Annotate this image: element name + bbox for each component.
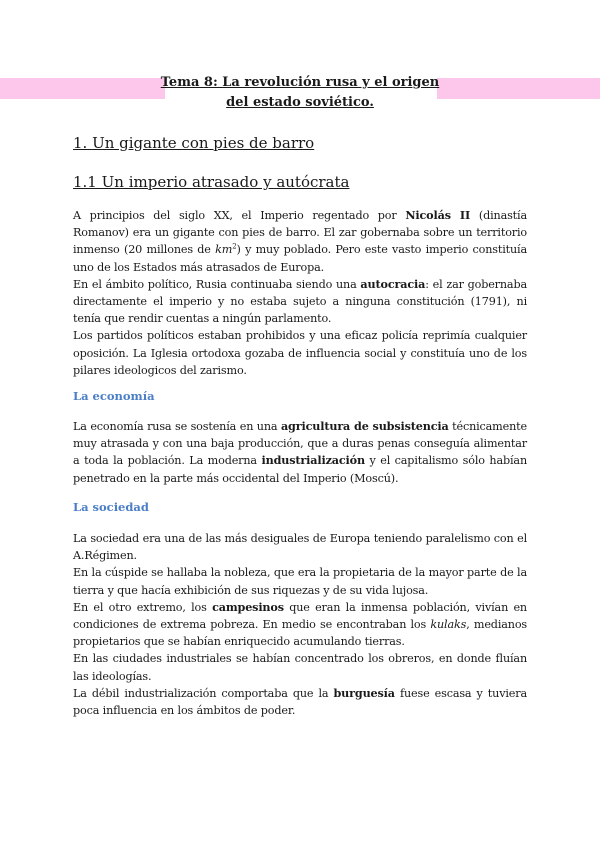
intro-paragraph-3: Los partidos políticos estaban prohibidos y una eficaz policía reprimía cualquier oposición. La Iglesia ortodoxa gozaba de influencia social y constituía uno de los pilares ideologicos del zarismo. <box>73 329 527 377</box>
section-label-economia: La economía <box>73 389 155 403</box>
heading-1-1: 1.1 Un imperio atrasado y autócrata <box>73 173 350 191</box>
sociedad-paragraph-5: La débil industrialización comportaba que la burguesía fuese escasa y tuviera poca influencia en los ámbitos de poder. <box>73 685 527 718</box>
sociedad-paragraph-1: La sociedad era una de las más desiguales de Europa teniendo paralelismo con el A.Régimen. <box>73 532 527 563</box>
title-line-2: del estado soviético. <box>226 95 374 110</box>
sociedad-paragraph-2: En la cúspide se hallaba la nobleza, que era la propietaria de la mayor parte de la tierra y que hacía exhibición de sus riquezas y de su vida lujosa. <box>73 566 527 597</box>
sociedad-section <box>73 530 527 719</box>
intro-section <box>73 207 527 379</box>
title-line-1: Tema 8: La revolución rusa y el origen <box>160 75 440 90</box>
intro-paragraph-2: En el ámbito político, Rusia continuaba siendo una autocracia: el zar gobernaba directamente el imperio y no estaba sujeto a ninguna constitución (1791), ni tenía que rendir cuentas a ningún parlamento. <box>73 276 527 326</box>
section-label-sociedad: La sociedad <box>73 500 149 514</box>
intro-paragraph-1: A principios del siglo XX, el Imperio regentado por Nicolás II (dinastía Romanov) era un gigante con pies de barro. El zar gobernaba sobre un territorio inmenso (20 millones de $km^2$) y muy poblado. Pero este vasto imperio constituía uno de los Estados más atrasados de Europa. <box>73 208 527 274</box>
sociedad-paragraph-3: En el otro extremo, los campesinos que eran la inmensa población, vivían en condiciones de extrema pobreza. En medio se encontraban los kulaks, medianos propietarios que se habían enriquecido acumulando tierras. <box>73 599 527 649</box>
sociedad-paragraph-4: En las ciudades industriales se habían concentrado los obreros, en donde fluían las ideologías. <box>73 652 527 683</box>
heading-1: 1. Un gigante con pies de barro <box>73 134 315 152</box>
page-title <box>0 73 600 113</box>
economia-paragraph: La economía rusa se sostenía en una agricultura de subsistencia técnicamente muy atrasada y con una baja producción, que a duras penas conseguía alimentar a toda la población. La moderna industrialización y el capitalismo sólo habían penetrado en la parte más occidental del Imperio (Moscú). <box>73 419 527 485</box>
